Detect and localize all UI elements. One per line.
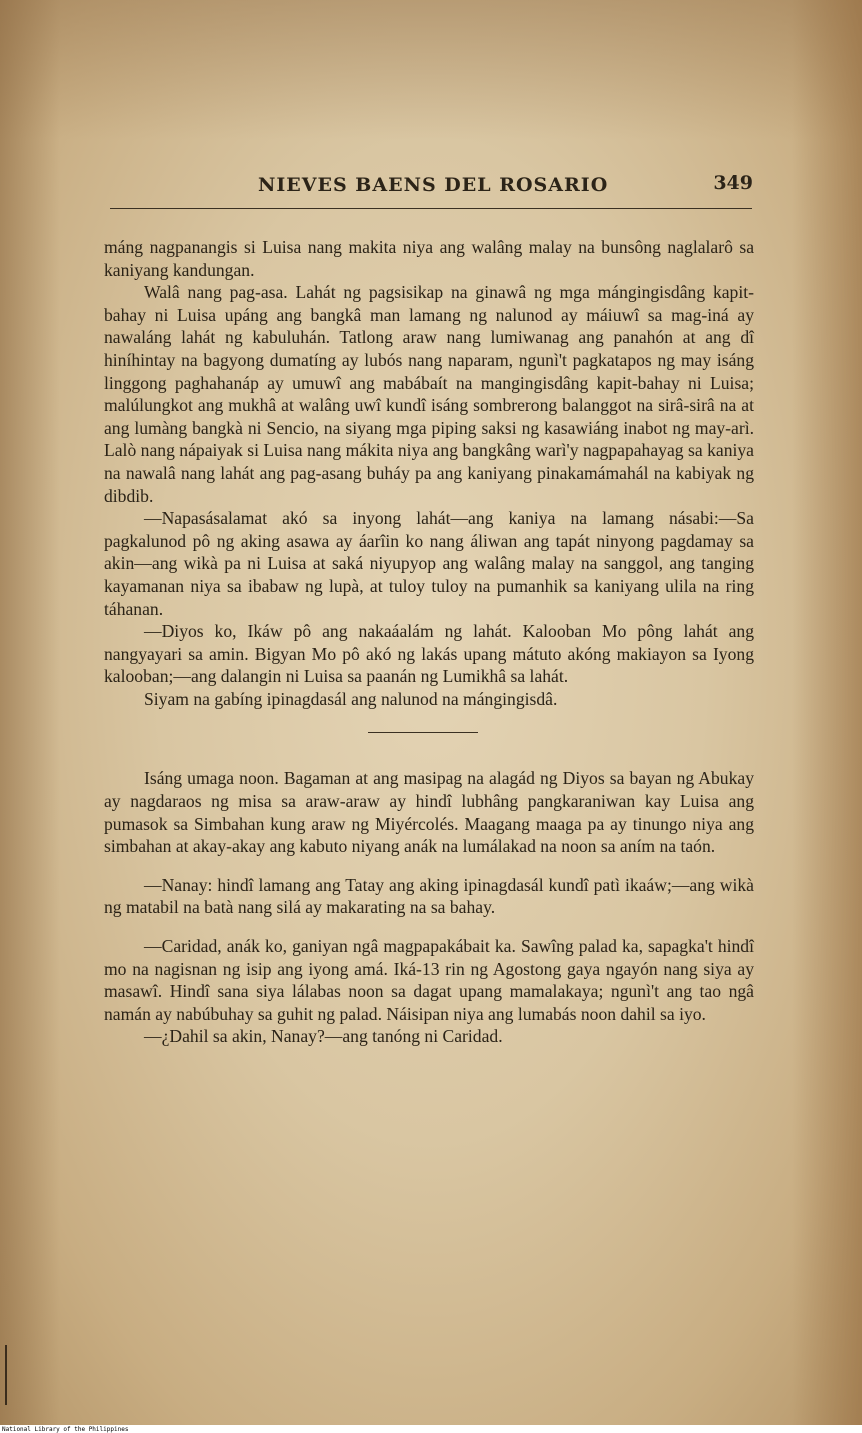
paragraph: —Nanay: hindî lamang ang Tatay ang aking ipinagdasál kundî patì ikaáw;—ang wikà ng matabil na batà nang silá ay makarating na sa bahay. — [104, 874, 754, 918]
page-number: 349 — [713, 172, 753, 194]
section-divider — [368, 732, 478, 733]
paragraph: máng nagpanangis si Luisa nang makita niya ang walâng malay na bunsông naglalarô sa kaniyang kandungan. — [104, 237, 754, 280]
page-stain-top — [0, 0, 862, 140]
page-stain-right — [792, 0, 862, 1425]
page-header — [108, 172, 753, 202]
page-stain-left — [0, 0, 60, 1425]
paragraph: Walâ nang pag-asa. Lahát ng pagsisikap na ginawâ ng mga mángingisdâng kapit-bahay ni Luisa upáng ang bangkâ man lamang ng nalunod ay máiuwî sa mag-iná ay nawaláng lahát ng kabuluhán. Tatlong araw nang lumiwanag ang panahón at ang dî hiníhintay na bagyong dumatíng ay lubós nang naparam, ngunì't pagkatapos ng may isáng linggong paghahanáp ay umuwî ang mabábaít na mangingisdâng kapit-bahay ni Luisa; malúlungkot ang mukhâ at walâng uwî kundî isáng sombrerong balanggot na sirâ-sirâ na at ang lumàng bangkà ni Sencio, na siyang mga piping saksi ng kasawiáng inabot ng may-arì. Lalò nang nápaiyak si Luisa nang mákita niya ang bangkâng warì'y nagpapahayag sa kaniya na nawalâ nang lahát ang pag-asang buháy pa ang kaniyang pinakamámahál na kabiyak ng dibdib. — [104, 282, 754, 506]
margin-mark — [5, 1345, 7, 1405]
paragraph: Siyam na gabíng ipinagdasál ang nalunod na mángingisdâ. — [144, 688, 558, 709]
paragraph: —¿Dahil sa akin, Nanay?—ang tanóng ni Caridad. — [144, 1026, 503, 1047]
running-head: NIEVES BAENS DEL ROSARIO — [258, 174, 609, 196]
paragraph: —Diyos ko, Ikáw pô ang nakaáalám ng lahát. Kalooban Mo pông lahát ang nangyayari sa amin. Bigyan Mo pô akó ng lakás upang mátuto akóng makiayon sa Iyong kalooban;—ang dalangin ni Luisa sa paanán ng Lumikhâ sa lahát. — [104, 621, 754, 687]
header-rule — [110, 208, 752, 209]
body-text — [104, 236, 754, 1048]
paragraph: —Caridad, anák ko, ganiyan ngâ magpapakábait ka. Sawîng palad ka, sapagka't hindî mo na nagisnan ng isip ang iyong amá. Iká-13 rin ng Agostong gaya ngayón nang siya ay masawî. Hindî sana siya lálabas noon sa dagat upang mamalakaya; ngunì't ang tao ngâ namán ay nabúbuhay sa guhit ng palad. Náisipan niya ang lumabás noon dahil sa iyo. — [104, 936, 754, 1024]
paragraph: —Napasásalamat akó sa inyong lahát—ang kaniya na lamang násabi:—Sa pagkalunod pô ng aking asawa ay áarîin ko nang áliwan ang tapát ninyong pagdamay sa akin—ang wikà pa ni Luisa at saká niyupyop ang walâng malay na sanggol, ang tanging kayamanan niya sa ibabaw ng lupà, at tuloy tuloy na pumanhik sa kaniyang ulila na ring táhanan. — [104, 508, 754, 619]
paragraph: Isáng umaga noon. Bagaman at ang masipag na alagád ng Diyos sa bayan ng Abukay ay nagdaraos ng misa sa araw-araw ay hindî lubhâng pangkaraniwan kay Luisa ang pumasok sa Simbahan kung araw ng Miyércolés. Maagang maaga pa ay tinungo niya ang simbahan at akay-akay ang kabuto niyang anák na lumálakad na noon sa aním na taón. — [104, 768, 754, 857]
library-credit: National Library of the Philippines — [2, 1426, 129, 1433]
